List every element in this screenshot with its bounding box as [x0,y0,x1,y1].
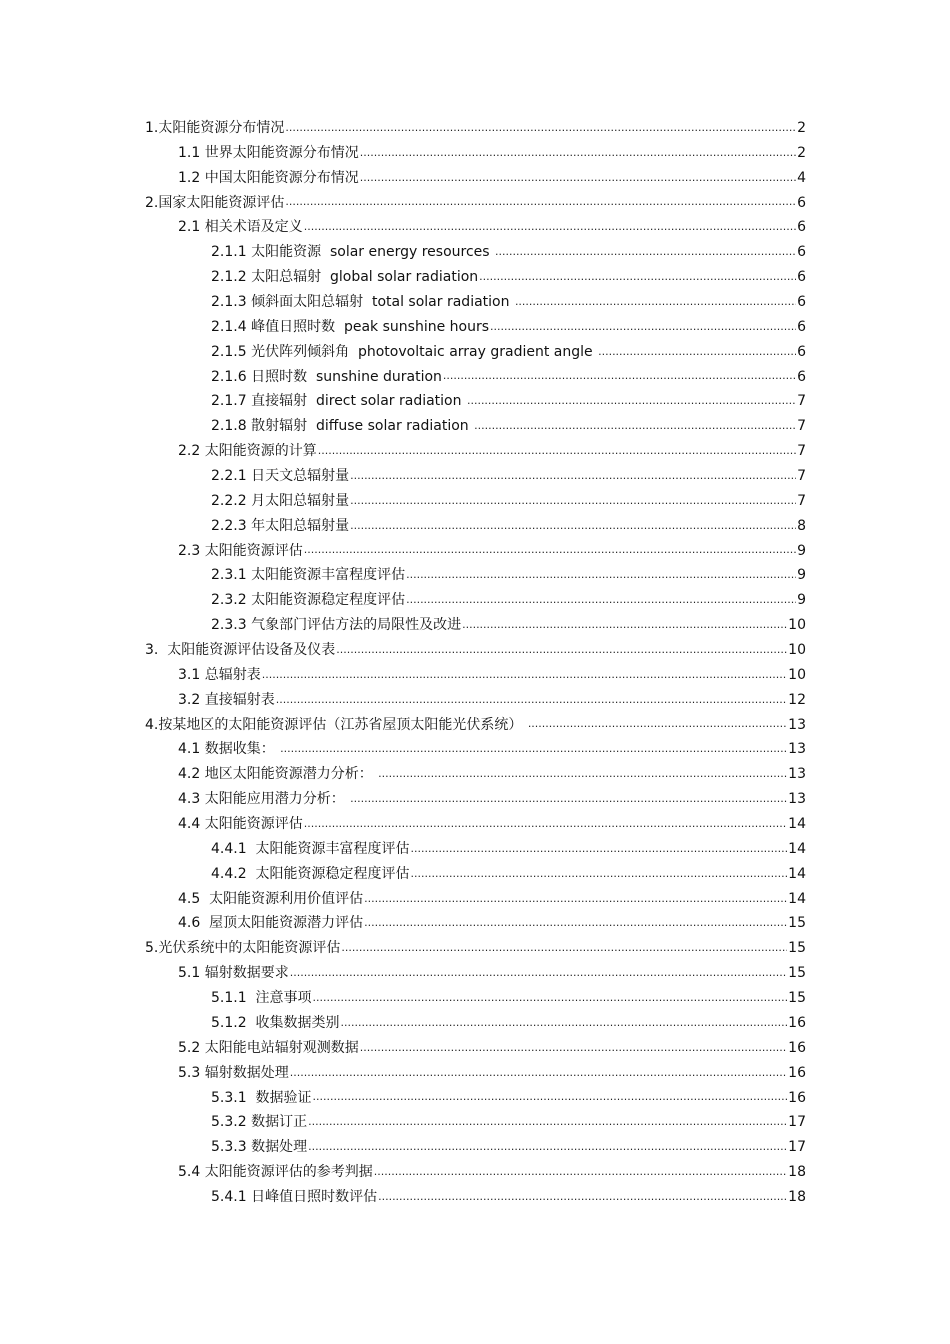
toc-entry-page-number: 4 [797,169,806,186]
toc-dot-leader [374,1161,787,1181]
toc-entry-title: 4.5 太阳能资源利用价值评估 [178,890,364,907]
table-of-contents [145,116,806,1210]
toc-entry-page-number: 16 [788,1014,806,1031]
toc-dot-leader [280,738,787,758]
toc-entry-page-number: 7 [797,443,806,460]
toc-entry[interactable] [145,290,806,315]
toc-entry-page-number: 15 [788,990,806,1007]
toc-entry-page-number: 15 [788,940,806,957]
toc-entry-title: 4.6 屋顶太阳能资源潜力评估 [178,915,364,932]
toc-entry[interactable] [145,613,806,638]
toc-entry-title: 1.2 中国太阳能资源分布情况 [178,169,359,186]
toc-entry-page-number: 6 [797,244,806,261]
toc-entry-page-number: 15 [788,915,806,932]
toc-entry-title: 5.4 太阳能资源评估的参考判据 [178,1164,373,1181]
toc-entry-title: 1.太阳能资源分布情况 [145,119,285,136]
toc-entry-page-number: 13 [788,716,806,733]
toc-dot-leader [479,266,796,286]
toc-entry-page-number: 6 [797,294,806,310]
toc-entry-page-number: 14 [788,816,806,833]
toc-entry-page-number: 16 [788,1064,806,1081]
toc-entry-title: 5.3.1 数据验证 [211,1089,312,1106]
toc-entry-title: 2.1.7 直接辐射 direct solar radiation [211,393,466,410]
toc-entry-page-number: 6 [797,219,806,236]
toc-entry[interactable] [145,887,806,912]
toc-entry-page-number: 13 [788,741,806,758]
toc-dot-leader [528,713,787,733]
toc-entry-page-number: 14 [788,865,806,882]
toc-entry[interactable] [145,713,806,738]
toc-dot-leader [304,216,796,236]
toc-dot-leader [378,763,787,783]
toc-entry[interactable] [145,265,806,290]
toc-dot-leader [350,465,796,485]
toc-entry-page-number: 14 [788,840,806,857]
toc-entry-page-number: 6 [797,318,806,335]
toc-dot-leader [378,1186,787,1206]
toc-dot-leader [308,1111,787,1131]
toc-entry-page-number: 7 [797,492,806,509]
toc-dot-leader [515,291,796,311]
toc-entry[interactable] [145,240,806,265]
toc-entry[interactable] [145,563,806,588]
toc-entry-page-number: 16 [788,1039,806,1056]
toc-dot-leader [443,365,796,385]
toc-entry-page-number: 6 [797,368,806,385]
toc-entry-title: 4.1 数据收集： [178,741,280,758]
toc-entry[interactable] [145,1086,806,1111]
toc-dot-leader [406,589,796,609]
toc-entry-title: 5.2 太阳能电站辐射观测数据 [178,1039,359,1056]
toc-dot-leader [336,639,787,659]
toc-dot-leader [462,614,787,634]
toc-dot-leader [364,888,787,908]
toc-entry-page-number: 18 [788,1164,806,1181]
toc-entry-page-number: 18 [788,1188,806,1205]
toc-dot-leader [350,490,796,510]
toc-entry[interactable] [145,812,806,837]
toc-dot-leader [495,241,796,261]
toc-dot-leader [360,167,796,187]
toc-entry-title: 2.3.2 太阳能资源稳定程度评估 [211,592,406,609]
toc-entry-title: 2.1.8 散射辐射 diffuse solar radiation [211,418,474,435]
toc-entry[interactable] [145,588,806,613]
toc-dot-leader [350,515,796,535]
toc-entry-page-number: 10 [788,642,806,659]
toc-entry[interactable] [145,464,806,489]
toc-entry-title: 1.1 世界太阳能资源分布情况 [178,144,359,161]
toc-dot-leader [411,863,788,883]
toc-entry[interactable] [145,1185,806,1210]
toc-entry-page-number: 14 [788,890,806,907]
toc-entry-title: 5.1.2 收集数据类别 [211,1014,340,1031]
toc-entry[interactable] [145,1061,806,1086]
toc-entry-page-number: 6 [797,343,806,360]
toc-entry-title: 5.3.2 数据订正 [211,1114,308,1131]
toc-entry[interactable] [145,315,806,340]
toc-entry-title: 5.4.1 日峰值日照时数评估 [211,1188,378,1205]
toc-entry-page-number: 9 [797,542,806,559]
toc-entry-page-number: 7 [797,418,806,435]
toc-entry-title: 2.2.1 日天文总辐射量 [211,468,350,485]
toc-entry-page-number: 9 [797,592,806,609]
toc-entry-title: 4.4 太阳能资源评估 [178,816,303,833]
toc-entry-page-number: 16 [788,1089,806,1106]
toc-entry-title: 2.1.3 倾斜面太阳总辐射 total solar radiation [211,294,514,310]
toc-dot-leader [598,341,796,361]
toc-dot-leader [313,1086,788,1106]
toc-entry[interactable] [145,340,806,365]
toc-entry-title: 2.3.1 太阳能资源丰富程度评估 [211,567,406,584]
toc-entry-title: 2.1.1 太阳能资源 solar energy resources [211,244,495,261]
toc-entry[interactable] [145,986,806,1011]
toc-entry[interactable] [145,215,806,240]
toc-dot-leader [285,191,796,211]
toc-entry[interactable] [145,365,806,390]
toc-entry-page-number: 7 [797,393,806,410]
toc-dot-leader [285,117,796,137]
toc-entry-page-number: 9 [797,567,806,584]
toc-dot-leader [304,813,787,833]
toc-entry-title: 2.3.3 气象部门评估方法的局限性及改进 [211,617,462,634]
toc-entry[interactable] [145,141,806,166]
toc-entry[interactable] [145,663,806,688]
toc-entry-page-number: 12 [788,691,806,708]
toc-entry-title: 2.1 相关术语及定义 [178,219,303,236]
toc-entry[interactable] [145,1036,806,1061]
toc-entry-page-number: 2 [797,144,806,161]
toc-entry[interactable] [145,1135,806,1160]
toc-entry-title: 5.3 辐射数据处理 [178,1064,289,1081]
toc-entry[interactable] [145,539,806,564]
toc-entry-title: 3. 太阳能资源评估设备及仪表 [145,642,336,659]
toc-entry[interactable] [145,638,806,663]
toc-entry-title: 2.国家太阳能资源评估 [145,194,285,211]
toc-entry[interactable] [145,961,806,986]
toc-entry-page-number: 8 [797,517,806,534]
toc-entry-title: 3.2 直接辐射表 [178,691,275,708]
toc-entry[interactable] [145,166,806,191]
toc-entry-title: 3.1 总辐射表 [178,666,261,683]
toc-dot-leader [411,838,788,858]
toc-entry-page-number: 2 [797,119,806,136]
toc-dot-leader [467,390,796,410]
toc-entry-title: 2.1.5 光伏阵列倾斜角 photovoltaic array gradient angle [211,343,598,360]
toc-entry-title: 2.1.2 太阳总辐射 global solar radiation [211,269,479,286]
toc-entry[interactable] [145,912,806,937]
toc-entry[interactable] [145,116,806,141]
toc-dot-leader [318,440,796,460]
toc-entry[interactable] [145,737,806,762]
toc-entry-page-number: 10 [788,617,806,634]
toc-dot-leader [313,987,788,1007]
toc-dot-leader [360,1037,787,1057]
toc-entry-page-number: 17 [788,1114,806,1131]
toc-entry-title: 2.1.6 日照时数 sunshine duration [211,368,442,385]
toc-entry[interactable] [145,1160,806,1185]
toc-dot-leader [290,1062,787,1082]
toc-entry-title: 2.2.2 月太阳总辐射量 [211,492,350,509]
toc-entry[interactable] [145,936,806,961]
toc-entry[interactable] [145,688,806,713]
toc-entry[interactable] [145,414,806,439]
toc-dot-leader [262,664,787,684]
toc-entry-title: 2.1.4 峰值日照时数 peak sunshine hours [211,318,490,335]
toc-entry-title: 4.3 太阳能应用潜力分析： [178,791,350,808]
toc-dot-leader [350,788,787,808]
toc-dot-leader [341,937,787,957]
toc-entry[interactable] [145,837,806,862]
toc-entry-title: 5.1 辐射数据要求 [178,965,289,982]
toc-entry-title: 5.1.1 注意事项 [211,990,312,1007]
toc-entry-page-number: 6 [797,194,806,211]
toc-entry-title: 2.2 太阳能资源的计算 [178,443,317,460]
toc-dot-leader [490,316,796,336]
toc-entry[interactable] [145,762,806,787]
toc-dot-leader [341,1012,788,1032]
toc-entry-title: 2.3 太阳能资源评估 [178,542,303,559]
toc-dot-leader [364,912,787,932]
toc-entry[interactable] [145,1110,806,1135]
toc-entry[interactable] [145,439,806,464]
toc-dot-leader [308,1136,787,1156]
toc-entry[interactable] [145,862,806,887]
toc-entry-title: 5.光伏系统中的太阳能资源评估 [145,940,341,957]
toc-entry[interactable] [145,787,806,812]
toc-dot-leader [474,415,796,435]
toc-dot-leader [406,564,796,584]
toc-entry-page-number: 17 [788,1139,806,1156]
toc-dot-leader [276,689,787,709]
toc-entry-page-number: 13 [788,791,806,808]
toc-entry-title: 4.4.2 太阳能资源稳定程度评估 [211,865,410,882]
toc-entry-title: 5.3.3 数据处理 [211,1139,308,1156]
toc-entry[interactable] [145,489,806,514]
toc-entry[interactable] [145,191,806,216]
toc-dot-leader [304,539,796,559]
toc-entry-title: 4.按某地区的太阳能资源评估（江苏省屋顶太阳能光伏系统） [145,716,527,733]
toc-entry-page-number: 7 [797,468,806,485]
toc-entry-title: 4.2 地区太阳能资源潜力分析： [178,766,378,783]
toc-dot-leader [290,962,787,982]
toc-entry[interactable] [145,1011,806,1036]
toc-entry[interactable] [145,389,806,414]
toc-entry-page-number: 13 [788,766,806,783]
toc-entry-title: 2.2.3 年太阳总辐射量 [211,517,350,534]
toc-dot-leader [360,142,796,162]
toc-entry-page-number: 15 [788,965,806,982]
toc-entry-title: 4.4.1 太阳能资源丰富程度评估 [211,840,410,857]
toc-entry[interactable] [145,514,806,539]
toc-entry-page-number: 6 [797,269,806,286]
toc-entry-page-number: 10 [788,666,806,683]
